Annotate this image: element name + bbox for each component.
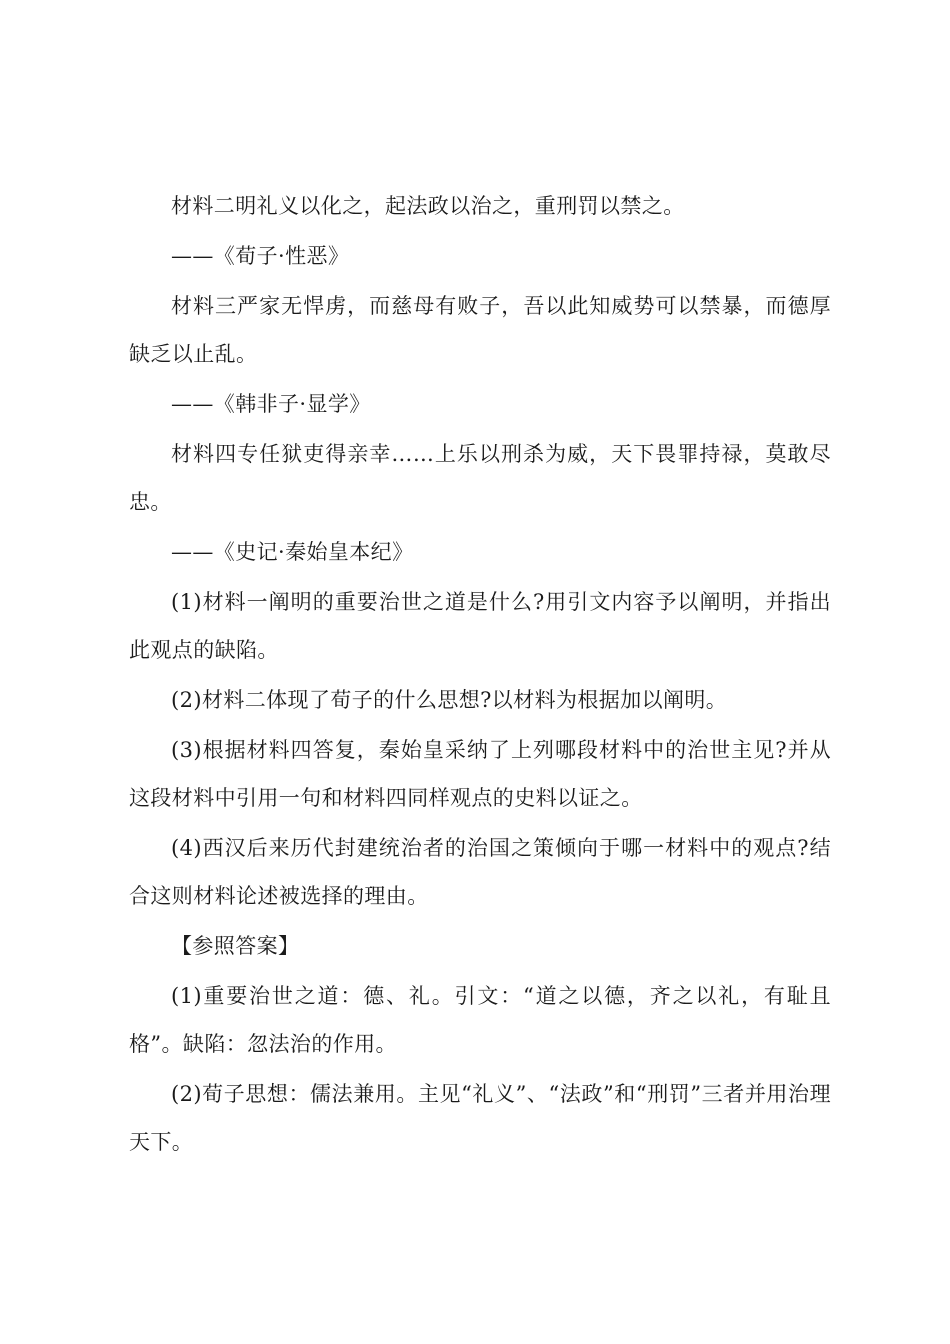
answer-heading: 【参照答案】 xyxy=(171,934,300,958)
question-1: (1)材料一阐明的重要治世之道是什么?用引文内容予以阐明，并指出此观点的缺陷。 xyxy=(129,590,831,662)
material-3-text: 材料三严家无悍虏，而慈母有败子，吾以此知威势可以禁暴，而德厚缺乏以止乱。 xyxy=(129,294,831,366)
material-3-source: ——《韩非子·显学》 xyxy=(171,392,371,416)
material-2-source: ——《荀子·性恶》 xyxy=(171,244,350,268)
document-body xyxy=(129,182,831,1168)
material-4-source: ——《史记·秦始皇本纪》 xyxy=(171,540,414,564)
answer-1: (1)重要治世之道：德、礼。引文：“道之以德，齐之以礼，有耻且格”。缺陷：忽法治的作用。 xyxy=(129,984,831,1056)
answer-2: (2)荀子思想：儒法兼用。主见“礼义”、“法政”和“刑罚”三者并用治理天下。 xyxy=(129,1082,831,1154)
question-4: (4)西汉后来历代封建统治者的治国之策倾向于哪一材料中的观点?结合这则材料论述被选择的理由。 xyxy=(129,836,831,908)
material-2-text: 材料二明礼义以化之，起法政以治之，重刑罚以禁之。 xyxy=(171,194,685,218)
question-3: (3)根据材料四答复，秦始皇采纳了上列哪段材料中的治世主见?并从这段材料中引用一句和材料四同样观点的史料以证之。 xyxy=(129,738,831,810)
material-4-text: 材料四专任狱吏得亲幸……上乐以刑杀为威，天下畏罪持禄，莫敢尽忠。 xyxy=(129,442,831,514)
question-2: (2)材料二体现了荀子的什么思想?以材料为根据加以阐明。 xyxy=(171,688,728,712)
